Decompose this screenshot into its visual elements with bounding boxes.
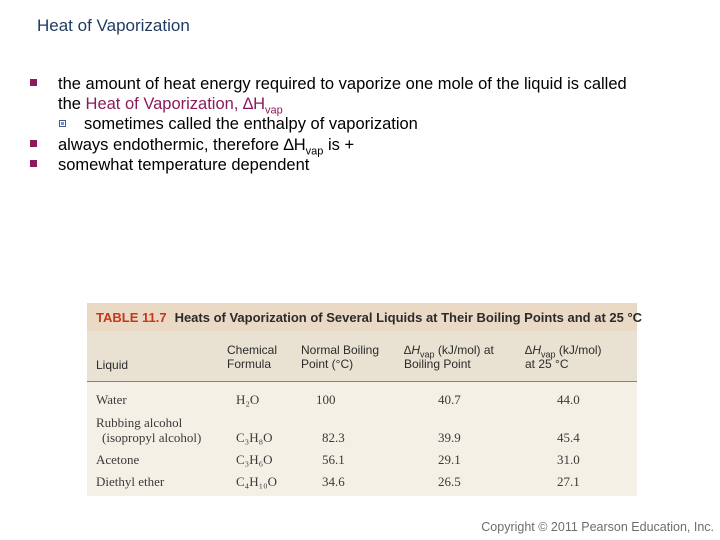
bullet-item: always endothermic, therefore $\Delta H_{vap}$ is + xyxy=(30,135,710,155)
table-caption: TABLE 11.7 Heats of Vaporization of Several Liquids at Their Boiling Points and at 25 °C xyxy=(87,303,637,331)
bullet-list xyxy=(30,74,710,175)
highlight-term: Heat of Vaporization, $\Delta H_{vap}$ xyxy=(85,95,283,117)
bullet-item: somewhat temperature dependent xyxy=(30,155,710,175)
col-header-liquid: Liquid xyxy=(96,358,129,372)
data-table: TABLE 11.7 Heats of Vaporization of Several Liquids at Their Boiling Points and at 25 °C Liquid Chemical Formula Normal Boiling Point (°C) $\Delta H_{vap}$ (kJ/mol) at Boiling Point $\Delta H_{vap}$ (kJ/mol) at 25 °C Water H₂O 100 40.7 44.0 Rubbing alcohol (isopropyl alcohol) C₃H₈O 82.3 39.9 45.4 Acetone C₃H₆O 56.1 29.1 31.0 Diethyl ether C₄H₁₀O 34.6 26.5 27.1 xyxy=(87,303,637,496)
copyright-notice: Copyright © 2011 Pearson Education, Inc. xyxy=(481,520,714,534)
col-header-formula: Chemical Formula xyxy=(227,343,278,371)
bullet-item: the amount of heat energy required to vaporize one mole of the liquid is called the Heat of Vaporization, $\Delta H_{vap}$ xyxy=(30,74,710,114)
col-header-hvap-25: $\Delta H_{vap}$ (kJ/mol) at 25 °C xyxy=(525,343,602,371)
sub-bullet-item: sometimes called the enthalpy of vaporization xyxy=(30,114,710,135)
hollow-square-bullet-icon xyxy=(59,120,66,127)
col-header-boiling-point: Normal Boiling Point (°C) xyxy=(301,343,380,371)
col-header-hvap-bp: $\Delta H_{vap}$ (kJ/mol) at Boiling Point xyxy=(404,343,494,371)
square-bullet-icon xyxy=(30,140,37,147)
table-header xyxy=(87,331,637,382)
slide-title: Heat of Vaporization xyxy=(37,16,190,35)
square-bullet-icon xyxy=(30,160,37,167)
square-bullet-icon xyxy=(30,79,37,86)
